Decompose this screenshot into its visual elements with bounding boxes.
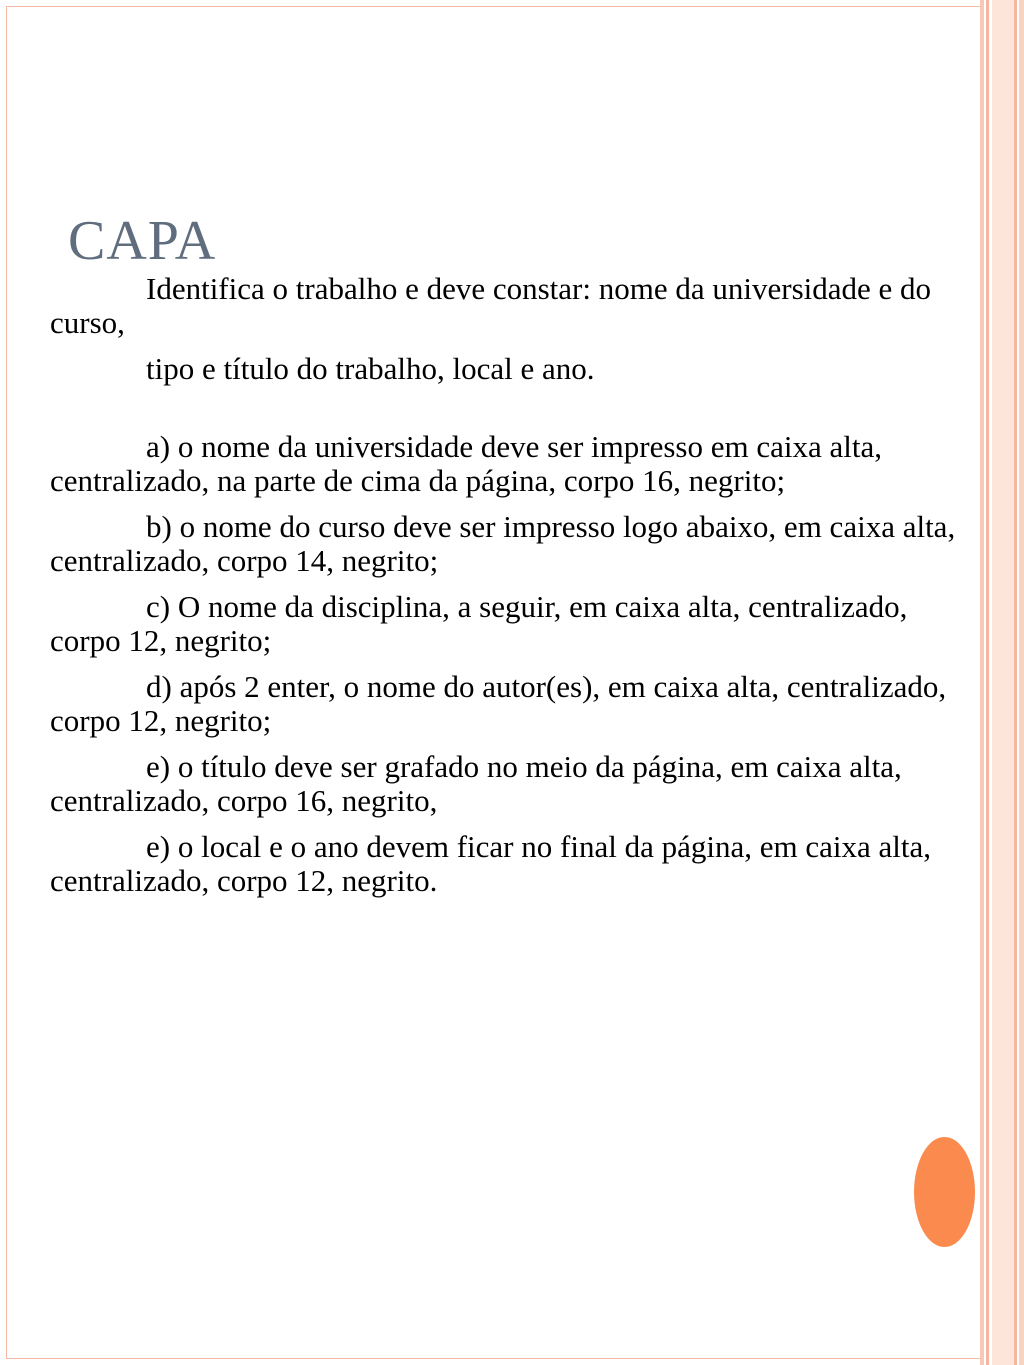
frame-top-line [6,6,980,7]
paragraph-item-e-title: e) o título deve ser grafado no meio da página, em caixa alta, centralizado, corpo 16, negrito, [50,749,902,818]
paragraph-item-e-local: e) o local e o ano devem ficar no final da página, em caixa alta, centralizado, corpo 12, negrito. [50,829,931,898]
decorative-stripe [992,0,1014,1365]
orange-oval-decoration [914,1137,975,1247]
slide-title: CAPA [68,210,217,272]
frame-bottom-line [6,1358,980,1359]
decorative-stripe [986,0,989,1365]
paragraph-item-a: a) o nome da universidade deve ser impresso em caixa alta, centralizado, na parte de cima da página, corpo 16, negrito; [50,429,882,498]
decorative-stripe [1019,0,1024,1365]
decorative-stripe [980,0,984,1365]
paragraph-item-c: c) O nome da disciplina, a seguir, em caixa alta, centralizado, corpo 12, negrito; [50,589,908,658]
slide-body [50,272,975,910]
paragraph-item-b: b) o nome do curso deve ser impresso logo abaixo, em caixa alta, centralizado, corpo 14, negrito; [50,509,956,578]
paragraph-intro-cont: tipo e título do trabalho, local e ano. [146,351,595,386]
frame-left-line [6,6,7,1359]
decorative-stripe [1014,0,1017,1365]
paragraph-intro: Identifica o trabalho e deve constar: nome da universidade e do curso, [50,271,932,340]
paragraph-item-d: d) após 2 enter, o nome do autor(es), em caixa alta, centralizado, corpo 12, negrito; [50,669,947,738]
